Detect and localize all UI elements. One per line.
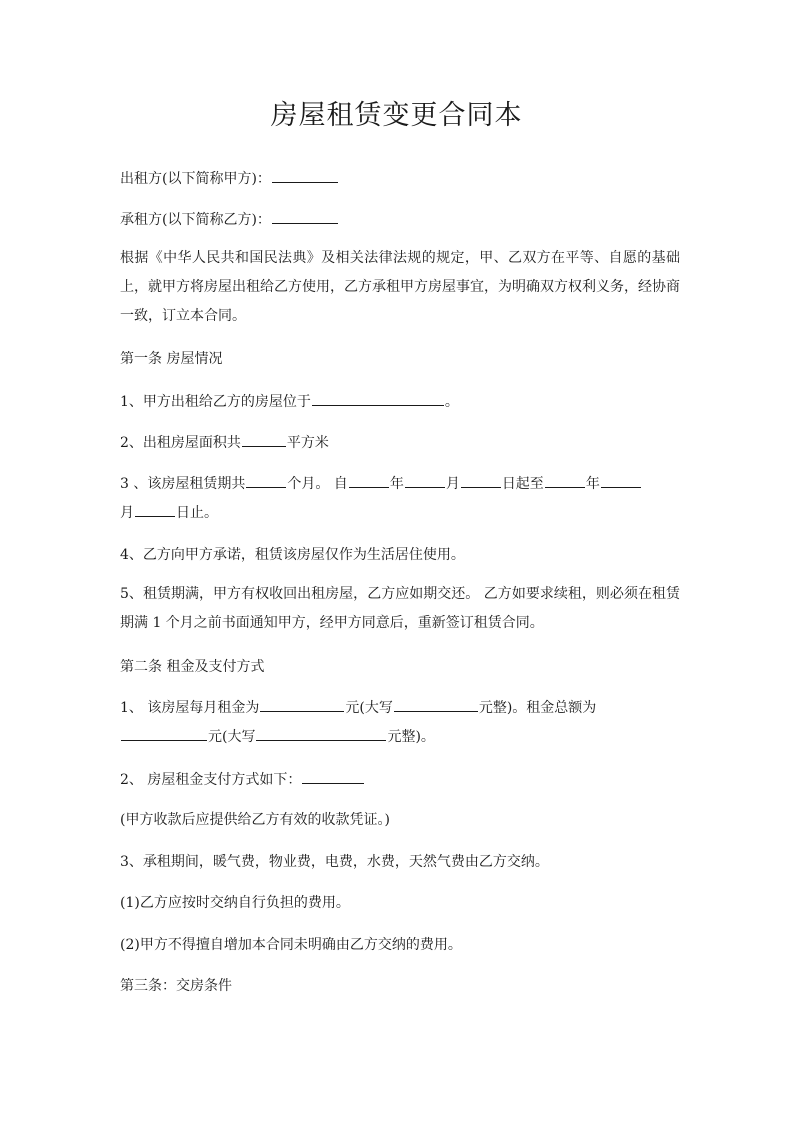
start-year-blank[interactable] <box>349 473 389 488</box>
lessor-label: 出租方(以下简称甲方)： <box>120 171 271 187</box>
article1-item4: 4、乙方向甲方承诺，租赁该房屋仅作为生活居住使用。 <box>120 547 465 563</box>
article3-heading: 第三条：交房条件 <box>120 978 232 994</box>
start-month-blank[interactable] <box>405 473 445 488</box>
article2-item1 <box>120 694 680 752</box>
article1-item5: 5、租赁期满，甲方有权收回出租房屋，乙方应如期交还。 乙方如要求续租，则必须在租赁期满 1 个月之前书面通知甲方，经甲方同意后，重新签订租赁合同。 <box>120 586 680 631</box>
item3-from: 个月。 自 <box>287 476 348 492</box>
total-upper: 元(大写 <box>208 729 256 745</box>
item3-year: 年 <box>389 476 404 492</box>
article2-sub2: (2)甲方不得擅自增加本合同未明确由乙方交纳的费用。 <box>120 937 462 953</box>
total-rent-upper-blank[interactable] <box>256 726 386 741</box>
months-blank[interactable] <box>246 473 286 488</box>
article1-item1 <box>120 391 680 412</box>
preamble: 根据《中华人民共和国民法典》及相关法律法规的规定，甲、乙双方在平等、自愿的基础上，就甲方将房屋出租给乙方使用，乙方承租甲方房屋事宜，为明确双方权利义务，经协商一致，订立本合同。 <box>120 250 680 324</box>
rent-upper: 元(大写 <box>345 700 393 716</box>
end-month-blank[interactable] <box>601 473 641 488</box>
article1-heading: 第一条 房屋情况 <box>120 351 223 367</box>
item3-until: 日起至 <box>501 476 544 492</box>
rent-total: 元整)。租金总额为 <box>478 700 597 716</box>
total-end: 元整)。 <box>387 729 435 745</box>
payment-text: 2、 房屋租金支付方式如下： <box>120 772 302 788</box>
total-rent-blank[interactable] <box>121 726 207 741</box>
article1-item2 <box>120 432 680 453</box>
lessee-label: 承租方(以下简称乙方)： <box>120 212 271 228</box>
item1-text: 1、甲方出租给乙方的房屋位于 <box>120 394 311 410</box>
document-title: 房屋租赁变更合同本 <box>270 100 523 131</box>
lessee-blank[interactable] <box>272 209 338 224</box>
item3-month: 月 <box>445 476 460 492</box>
item3-end: 日止。 <box>176 505 218 521</box>
end-day-blank[interactable] <box>135 502 175 517</box>
article2-item3: 3、承租期间，暖气费，物业费，电费，水费，天然气费由乙方交纳。 <box>120 854 549 870</box>
article2-heading: 第二条 租金及支付方式 <box>120 659 265 675</box>
article2-item2 <box>120 769 680 790</box>
lessee-line <box>120 209 680 230</box>
item3-text: 3 、该房屋租赁期共 <box>120 476 246 492</box>
monthly-rent-blank[interactable] <box>260 697 344 712</box>
item1-end: 。 <box>444 394 459 410</box>
article2-note: (甲方收款后应提供给乙方有效的收款凭证。) <box>120 812 390 828</box>
item3-month2: 月 <box>120 505 134 521</box>
lessor-blank[interactable] <box>272 168 338 183</box>
monthly-rent-upper-blank[interactable] <box>394 697 478 712</box>
item2-text: 2、出租房屋面积共 <box>120 435 241 451</box>
area-blank[interactable] <box>242 432 286 447</box>
item2-end: 平方米 <box>286 435 329 451</box>
article1-item3 <box>120 470 680 528</box>
end-year-blank[interactable] <box>545 473 585 488</box>
rent-text: 1、 该房屋每月租金为 <box>120 700 260 716</box>
article2-sub1: (1)乙方应按时交纳自行负担的费用。 <box>120 895 350 911</box>
lessor-line <box>120 168 680 189</box>
house-location-blank[interactable] <box>312 391 444 406</box>
payment-method-blank[interactable] <box>302 769 364 784</box>
start-day-blank[interactable] <box>461 473 501 488</box>
item3-year2: 年 <box>585 476 600 492</box>
